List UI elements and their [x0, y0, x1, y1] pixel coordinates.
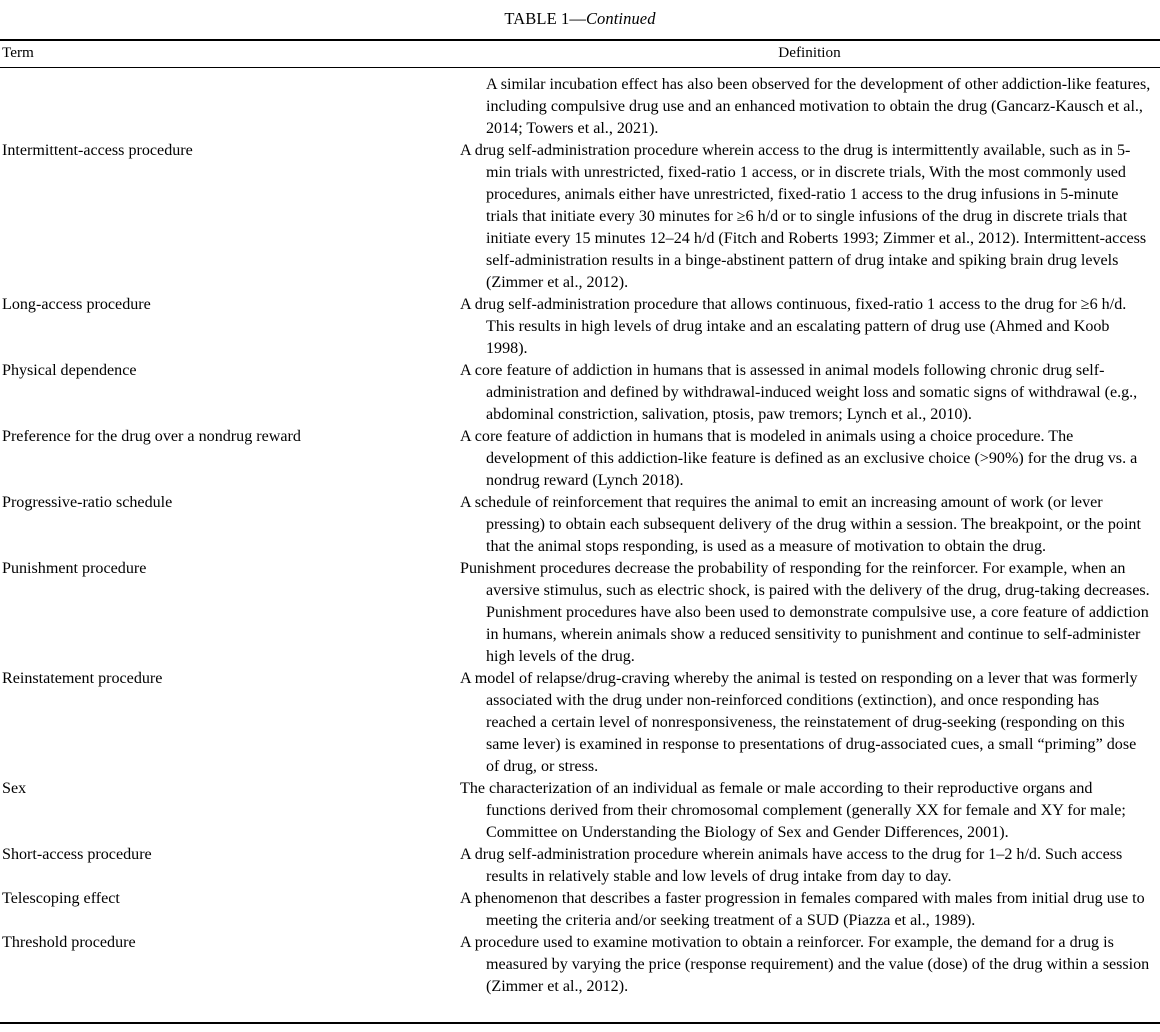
table-caption-dash: —: [569, 9, 586, 28]
table-caption-continued: Continued: [585, 9, 656, 28]
table-head: [0, 41, 1160, 67]
column-header-term: Term: [2, 43, 34, 61]
bottom-rule-group: [0, 1022, 1160, 1024]
term-label: Intermittent-access procedure: [2, 141, 193, 159]
term-label: Long-access procedure: [2, 295, 151, 313]
definition-text: A schedule of reinforcement that requires the animal to emit an increasing amount of work (or lever pressing) to obtain each subsequent delivery of the drug within a session. The breakpoint, or the point that the animal stops responding, is used as a measure of motivation to obtain the drug.: [460, 493, 1141, 555]
term-cell: [0, 844, 460, 888]
term-cell: [0, 492, 460, 558]
column-header-definition: Definition: [778, 43, 841, 61]
definition-cell: [460, 668, 1160, 778]
table-row: [0, 360, 1160, 426]
definition-cell: [460, 294, 1160, 360]
definition-cell: [460, 778, 1160, 844]
definition-text: A core feature of addiction in humans that is modeled in animals using a choice procedure. The development of this addiction-like feature is defined as an exclusive choice (>90%) for the drug vs. a nondrug reward (Lynch 2018).: [460, 427, 1138, 489]
definition-text: A core feature of addiction in humans that is assessed in animal models following chronic drug self-administration and defined by withdrawal-induced weight loss and somatic signs of withdrawal (e.g., abdominal constriction, salivation, ptosis, paw tremors; Lynch et al., 2010).: [460, 361, 1138, 423]
term-cell: [0, 932, 460, 998]
glossary-table-body: [0, 68, 1160, 998]
definition-text: A drug self-administration procedure wherein access to the drug is intermittently available, such as in 5-min trials with unrestricted, fixed-ratio 1 access, or in discrete trials, With the most commonly used procedures, animals either have unrestricted, fixed-ratio 1 access to the drug infusions in 5-minute trials that initiate every 30 minutes for ≥6 h/d or to single infusions of the drug in discrete trials that initiate every 15 minutes 12–24 h/d (Fitch and Roberts 1993; Zimmer et al., 2012). Intermittent-access self-administration results in a binge-abstinent pattern of drug intake and spiking brain drug levels (Zimmer et al., 2012).: [460, 141, 1147, 291]
definition-text: Punishment procedures decrease the probability of responding for the reinforcer. For example, when an aversive stimulus, such as electric shock, is paired with the delivery of the drug, drug-taking decreases. Punishment procedures have also been used to demonstrate compulsive use, a core feature of addiction in humans, wherein animals show a reduced sensitivity to punishment and continue to self-administer high levels of the drug.: [460, 559, 1150, 665]
term-label: Short-access procedure: [2, 845, 152, 863]
term-label: Punishment procedure: [2, 559, 147, 577]
term-label: Reinstatement procedure: [2, 669, 163, 687]
table-row: [0, 68, 1160, 140]
table-row: [0, 932, 1160, 998]
term-label: Preference for the drug over a nondrug reward: [2, 427, 301, 445]
definition-text: The characterization of an individual as female or male according to their reproductive organs and functions derived from their chromosomal complement (generally XX for female and XY for male; Committee on Understanding the Biology of Sex and Gender Differences, 2001).: [460, 779, 1126, 841]
term-label: Telescoping effect: [2, 889, 120, 907]
table-row: [0, 888, 1160, 932]
term-cell: [0, 668, 460, 778]
table-row: [0, 844, 1160, 888]
term-label: Progressive-ratio schedule: [2, 493, 173, 511]
table-row: [0, 668, 1160, 778]
definition-text: A procedure used to examine motivation to obtain a reinforcer. For example, the demand for a drug is measured by varying the price (response requirement) and the value (dose) of the drug within a session (Zimmer et al., 2012).: [460, 933, 1150, 995]
header-row: [0, 41, 1160, 67]
table-caption: [0, 0, 1160, 30]
term-cell: [0, 294, 460, 360]
definition-cell: [460, 888, 1160, 932]
definition-text: A similar incubation effect has also been observed for the development of other addiction-like features, including compulsive drug use and an enhanced motivation to obtain the drug (Gancarz-Kausch et al., 2014; Towers et al., 2021).: [486, 75, 1151, 137]
table-row: [0, 558, 1160, 668]
term-cell: [0, 888, 460, 932]
definition-cell: [460, 68, 1160, 140]
table-row: [0, 426, 1160, 492]
definition-cell: [460, 360, 1160, 426]
glossary-table: [0, 41, 1160, 67]
table-row: [0, 778, 1160, 844]
term-cell: [0, 68, 460, 140]
definition-text: A drug self-administration procedure wherein animals have access to the drug for 1–2 h/d. Such access results in relatively stable and low levels of drug intake from day to day.: [460, 845, 1123, 885]
table-row: [0, 294, 1160, 360]
term-cell: [0, 140, 460, 294]
term-label: Sex: [2, 779, 27, 797]
table-caption-prefix: TABLE 1: [504, 9, 570, 28]
term-cell: [0, 360, 460, 426]
definition-text: A drug self-administration procedure that allows continuous, fixed-ratio 1 access to the drug for ≥6 h/d. This results in high levels of drug intake and an escalating pattern of drug use (Ahmed and Koob 1998).: [460, 295, 1127, 357]
term-cell: [0, 778, 460, 844]
table-row: [0, 492, 1160, 558]
definition-cell: [460, 492, 1160, 558]
term-cell: [0, 426, 460, 492]
definition-cell: [460, 140, 1160, 294]
definition-cell: [460, 426, 1160, 492]
definition-text: A model of relapse/drug-craving whereby the animal is tested on responding on a lever that was formerly associated with the drug under non-reinforced conditions (extinction), and once responding has reached a certain level of nonresponsiveness, the reinstatement of drug-seeking (responding on this same lever) is examined in response to presentations of drug-associated cues, a small “priming” dose of drug, or stress.: [460, 669, 1138, 775]
table-row: [0, 140, 1160, 294]
term-label: Threshold procedure: [2, 933, 136, 951]
table-body: [0, 68, 1160, 998]
definition-cell: [460, 844, 1160, 888]
definition-cell: [460, 558, 1160, 668]
table-bottom-rule: [0, 1022, 1160, 1024]
term-cell: [0, 558, 460, 668]
definition-text: A phenomenon that describes a faster progression in females compared with males from initial drug use to meeting the criteria and/or seeking treatment of a SUD (Piazza et al., 1989).: [460, 889, 1145, 929]
definition-cell: [460, 932, 1160, 998]
term-label: Physical dependence: [2, 361, 137, 379]
